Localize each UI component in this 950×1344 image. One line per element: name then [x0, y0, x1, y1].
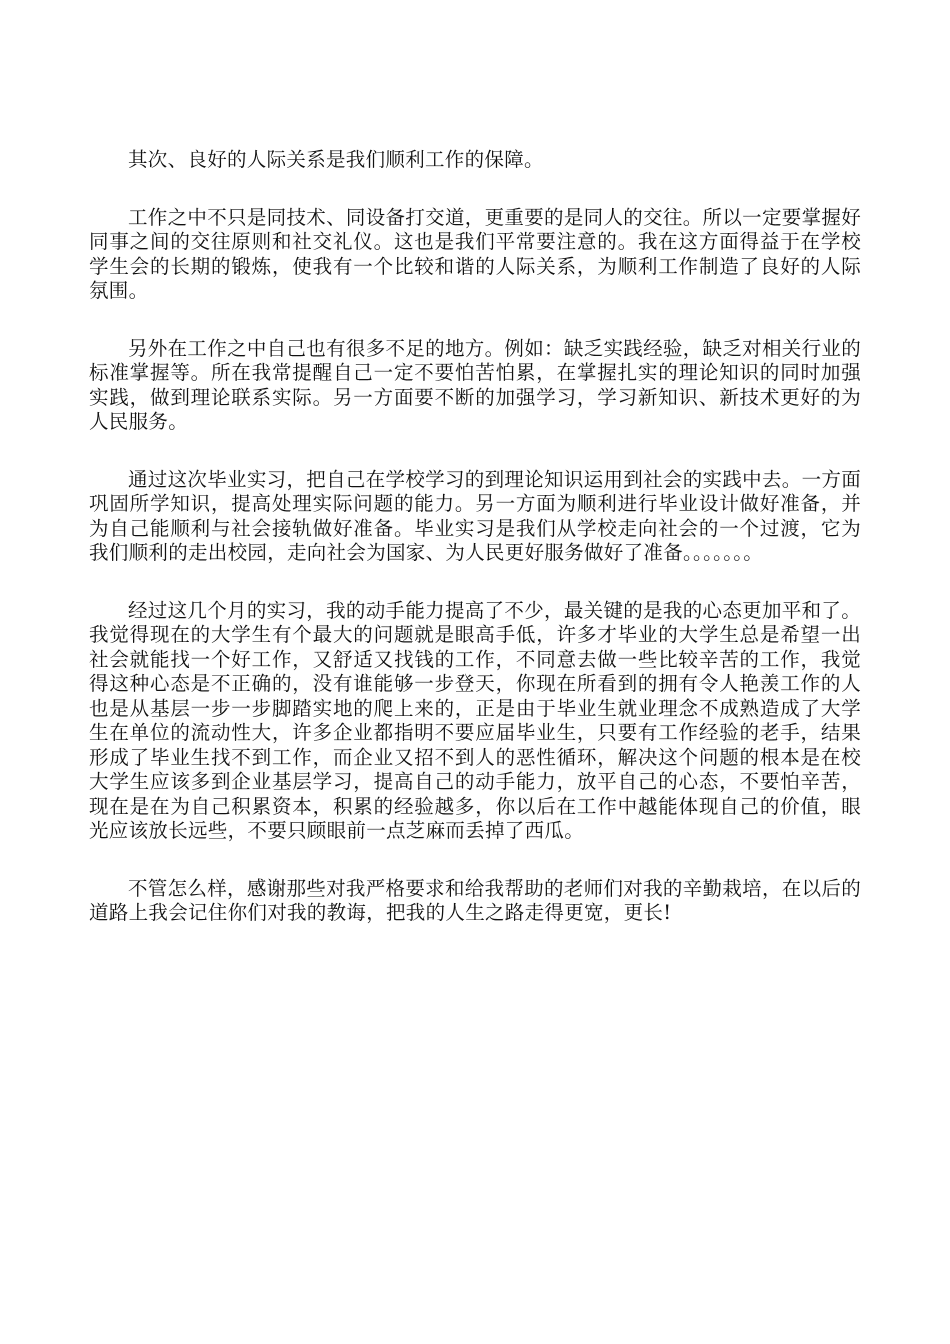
paragraph-4: 通过这次毕业实习，把自己在学校学习的到理论知识运用到社会的实践中去。一方面巩固所学知识，提高处理实际问题的能力。另一方面为顺利进行毕业设计做好准备，并为自己能顺利与社会接轨做好准备。毕业实习是我们从学校走向社会的一个过渡，它为我们顺利的走出校园，走向社会为国家、为人民更好服务做好了准备。。。。。。。	[89, 467, 861, 564]
paragraph-3: 另外在工作之中自己也有很多不足的地方。例如：缺乏实践经验，缺乏对相关行业的标准掌握等。所在我常提醒自己一定不要怕苦怕累，在掌握扎实的理论知识的同时加强实践，做到理论联系实际。另一方面要不断的加强学习，学习新知识、新技术更好的为人民服务。	[89, 336, 861, 433]
paragraph-2: 工作之中不只是同技术、同设备打交道，更重要的是同人的交往。所以一定要掌握好同事之间的交往原则和社交礼仪。这也是我们平常要注意的。我在这方面得益于在学校学生会的长期的锻炼，使我有一个比较和谐的人际关系，为顺利工作制造了良好的人际氛围。	[89, 205, 861, 302]
paragraph-5: 经过这几个月的实习，我的动手能力提高了不少，最关键的是我的心态更加平和了。我觉得现在的大学生有个最大的问题就是眼高手低，许多才毕业的大学生总是希望一出社会就能找一个好工作，又舒适又找钱的工作，不同意去做一些比较辛苦的工作，我觉得这种心态是不正确的，没有谁能够一步登天，你现在所看到的拥有令人艳羡工作的人也是从基层一步一步脚踏实地的爬上来的，正是由于毕业生就业理念不成熟造成了大学生在单位的流动性大，许多企业都指明不要应届毕业生，只要有工作经验的老手，结果形成了毕业生找不到工作，而企业又招不到人的恶性循环，解决这个问题的根本是在校大学生应该多到企业基层学习，提高自己的动手能力，放平自己的心态，不要怕辛苦，现在是在为自己积累资本，积累的经验越多，你以后在工作中越能体现自己的价值，眼光应该放长远些，不要只顾眼前一点芝麻而丢掉了西瓜。	[89, 598, 861, 842]
paragraph-1: 其次、良好的人际关系是我们顺利工作的保障。	[128, 148, 544, 171]
paragraph-6: 不管怎么样，感谢那些对我严格要求和给我帮助的老师们对我的辛勤栽培，在以后的道路上我会记住你们对我的教诲，把我的人生之路走得更宽，更长!	[89, 876, 861, 924]
document-body	[89, 148, 861, 959]
